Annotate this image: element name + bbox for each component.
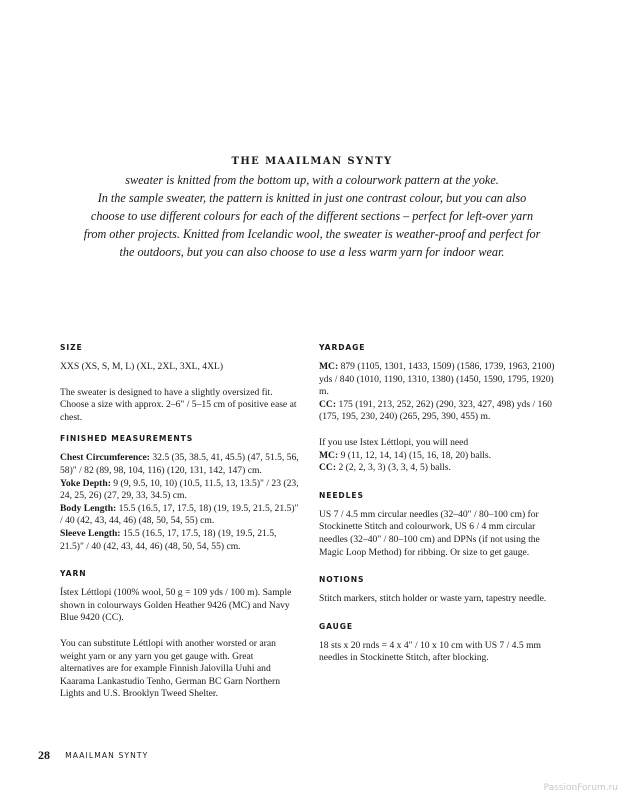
chest-circumference [60,452,300,477]
size-note: The sweater is designed to have a slightly oversized fit. Choose a size with approx. 2–6" / 5–15 cm of positive ease at chest. [60,386,297,423]
page-number: 28 [38,748,50,762]
gauge-text: 18 sts x 20 rnds = 4 x 4" / 10 x 10 cm with US 7 / 4.5 mm needles in Stockinette Stitch, after blocking. [319,639,541,664]
notions-heading: NOTIONS [319,575,365,585]
intro-line: the outdoors, but you can also choose to use a less warm yarn for indoor wear. [119,245,505,259]
yardage-label: MC: [319,449,339,461]
istex-intro: If you use Istex Léttlopi, you will need [319,436,469,448]
size-heading: SIZE [60,343,83,352]
yarn-substitutes: You can substitute Léttlopi with another worsted or aran weight yarn or any yarn you get gauge with. Great alternatives are for example Finnish Jalovilla Uuhi and Kaarama Lankastudio Tenho, German BC Garn Northern Lights and U.S. Brooklyn Tweed Shelter. [60,637,281,700]
measurement-label: Body Length: [60,502,117,514]
intro-line: choose to use different colours for each of the different sections – perfect for left-over yarn [90,209,534,223]
measurement-label: Yoke Depth: [60,477,111,489]
yardage-value: 175 (191, 213, 252, 262) (290, 323, 427, 498) yds / 160 (175, 195, 230, 240) (265, 295, 390, 455) m. [319,398,552,423]
yarn-heading: YARN [60,569,87,579]
yardage-value: 879 (1105, 1301, 1433, 1509) (1586, 1739, 1963, 2100) yds / 840 (1010, 1190, 1310, 1380) (1450, 1590, 1795, 1920) m. [319,361,555,398]
yardage-cc [319,399,564,424]
yardage-label: CC: [319,398,337,410]
intro-line: sweater is knitted from the bottom up, with a colourwork pattern at the yoke. [125,173,499,187]
intro-title: THE MAAILMAN SYNTY [231,156,393,167]
intro-body [60,171,564,261]
intro-block [60,156,564,261]
yardage-label: CC: [319,462,337,474]
left-column [60,343,300,701]
measurement-value: 15.5 (16.5, 17, 17.5, 18) (19, 19.5, 21.5, 21.5)" / 40 (42, 43, 44, 46) (48, 50, 54, 55) cm. [60,527,277,552]
measurement-label: Chest Circumference: [60,452,150,464]
size-list: XXS (XS, S, M, L) (XL, 2XL, 3XL, 4XL) [60,361,224,372]
intro-line: In the sample sweater, the pattern is knitted in just one contrast colour, but you can also [97,191,527,205]
body-length [60,503,300,528]
yardage-value: 2 (2, 2, 3, 3) (3, 3, 4, 5) balls. [336,462,451,474]
yardage-heading: YARDAGE [319,343,366,352]
right-column [319,343,564,665]
finished-measurements-heading: FINISHED MEASUREMENTS [60,434,194,444]
needles-heading: NEEDLES [319,490,364,500]
needles-text: US 7 / 4.5 mm circular needles (32–40" / 80–100 cm) for Stockinette Stitch and colourwork, US 6 / 4 mm circular needles (32–40" / 80–100 cm) and DPNs (if not using the Magic Loop Method) for ribbing. Or size to get gauge. [319,508,540,558]
istex-mc [319,450,564,463]
watermark: PassionForum.ru [543,783,618,793]
yardage-mc [319,361,564,399]
measurement-value: 9 (9, 9.5, 10, 10) (10.5, 11.5, 13, 13.5)" / 23 (23, 24, 25, 26) (27, 29, 33, 34.5) cm. [60,477,299,502]
measurement-value: 15.5 (16.5, 17, 17.5, 18) (19, 19.5, 21.5, 21.5)" / 40 (42, 43, 44, 46) (48, 50, 54, 55) cm. [60,502,299,527]
yardage-value: 9 (11, 12, 14, 14) (15, 16, 18, 20) balls. [338,449,492,461]
running-title: MAAILMAN SYNTY [65,751,149,760]
sleeve-length [60,528,300,553]
intro-line: from other projects. Knitted from Icelandic wool, the sweater is weather-proof and perfect for [83,227,541,241]
yoke-depth [60,478,300,503]
measurement-value: 32.5 (35, 38.5, 41, 45.5) (47, 51.5, 56, 58)" / 82 (89, 98, 104, 116) (120, 131, 142, 147) cm. [60,452,299,476]
gauge-heading: GAUGE [319,621,353,631]
yarn-description: Ístex Léttlopi (100% wool, 50 g = 109 yds / 100 m). Sample shown in colourways Golden Heather 9426 (MC) and Navy Blue 9420 (CC). [60,587,292,624]
notions-text: Stitch markers, stitch holder or waste yarn, tapestry needle. [319,593,547,605]
page-footer [38,744,148,763]
yardage-label: MC: [319,361,339,372]
istex-cc [319,462,564,475]
measurement-label: Sleeve Length: [60,527,121,539]
